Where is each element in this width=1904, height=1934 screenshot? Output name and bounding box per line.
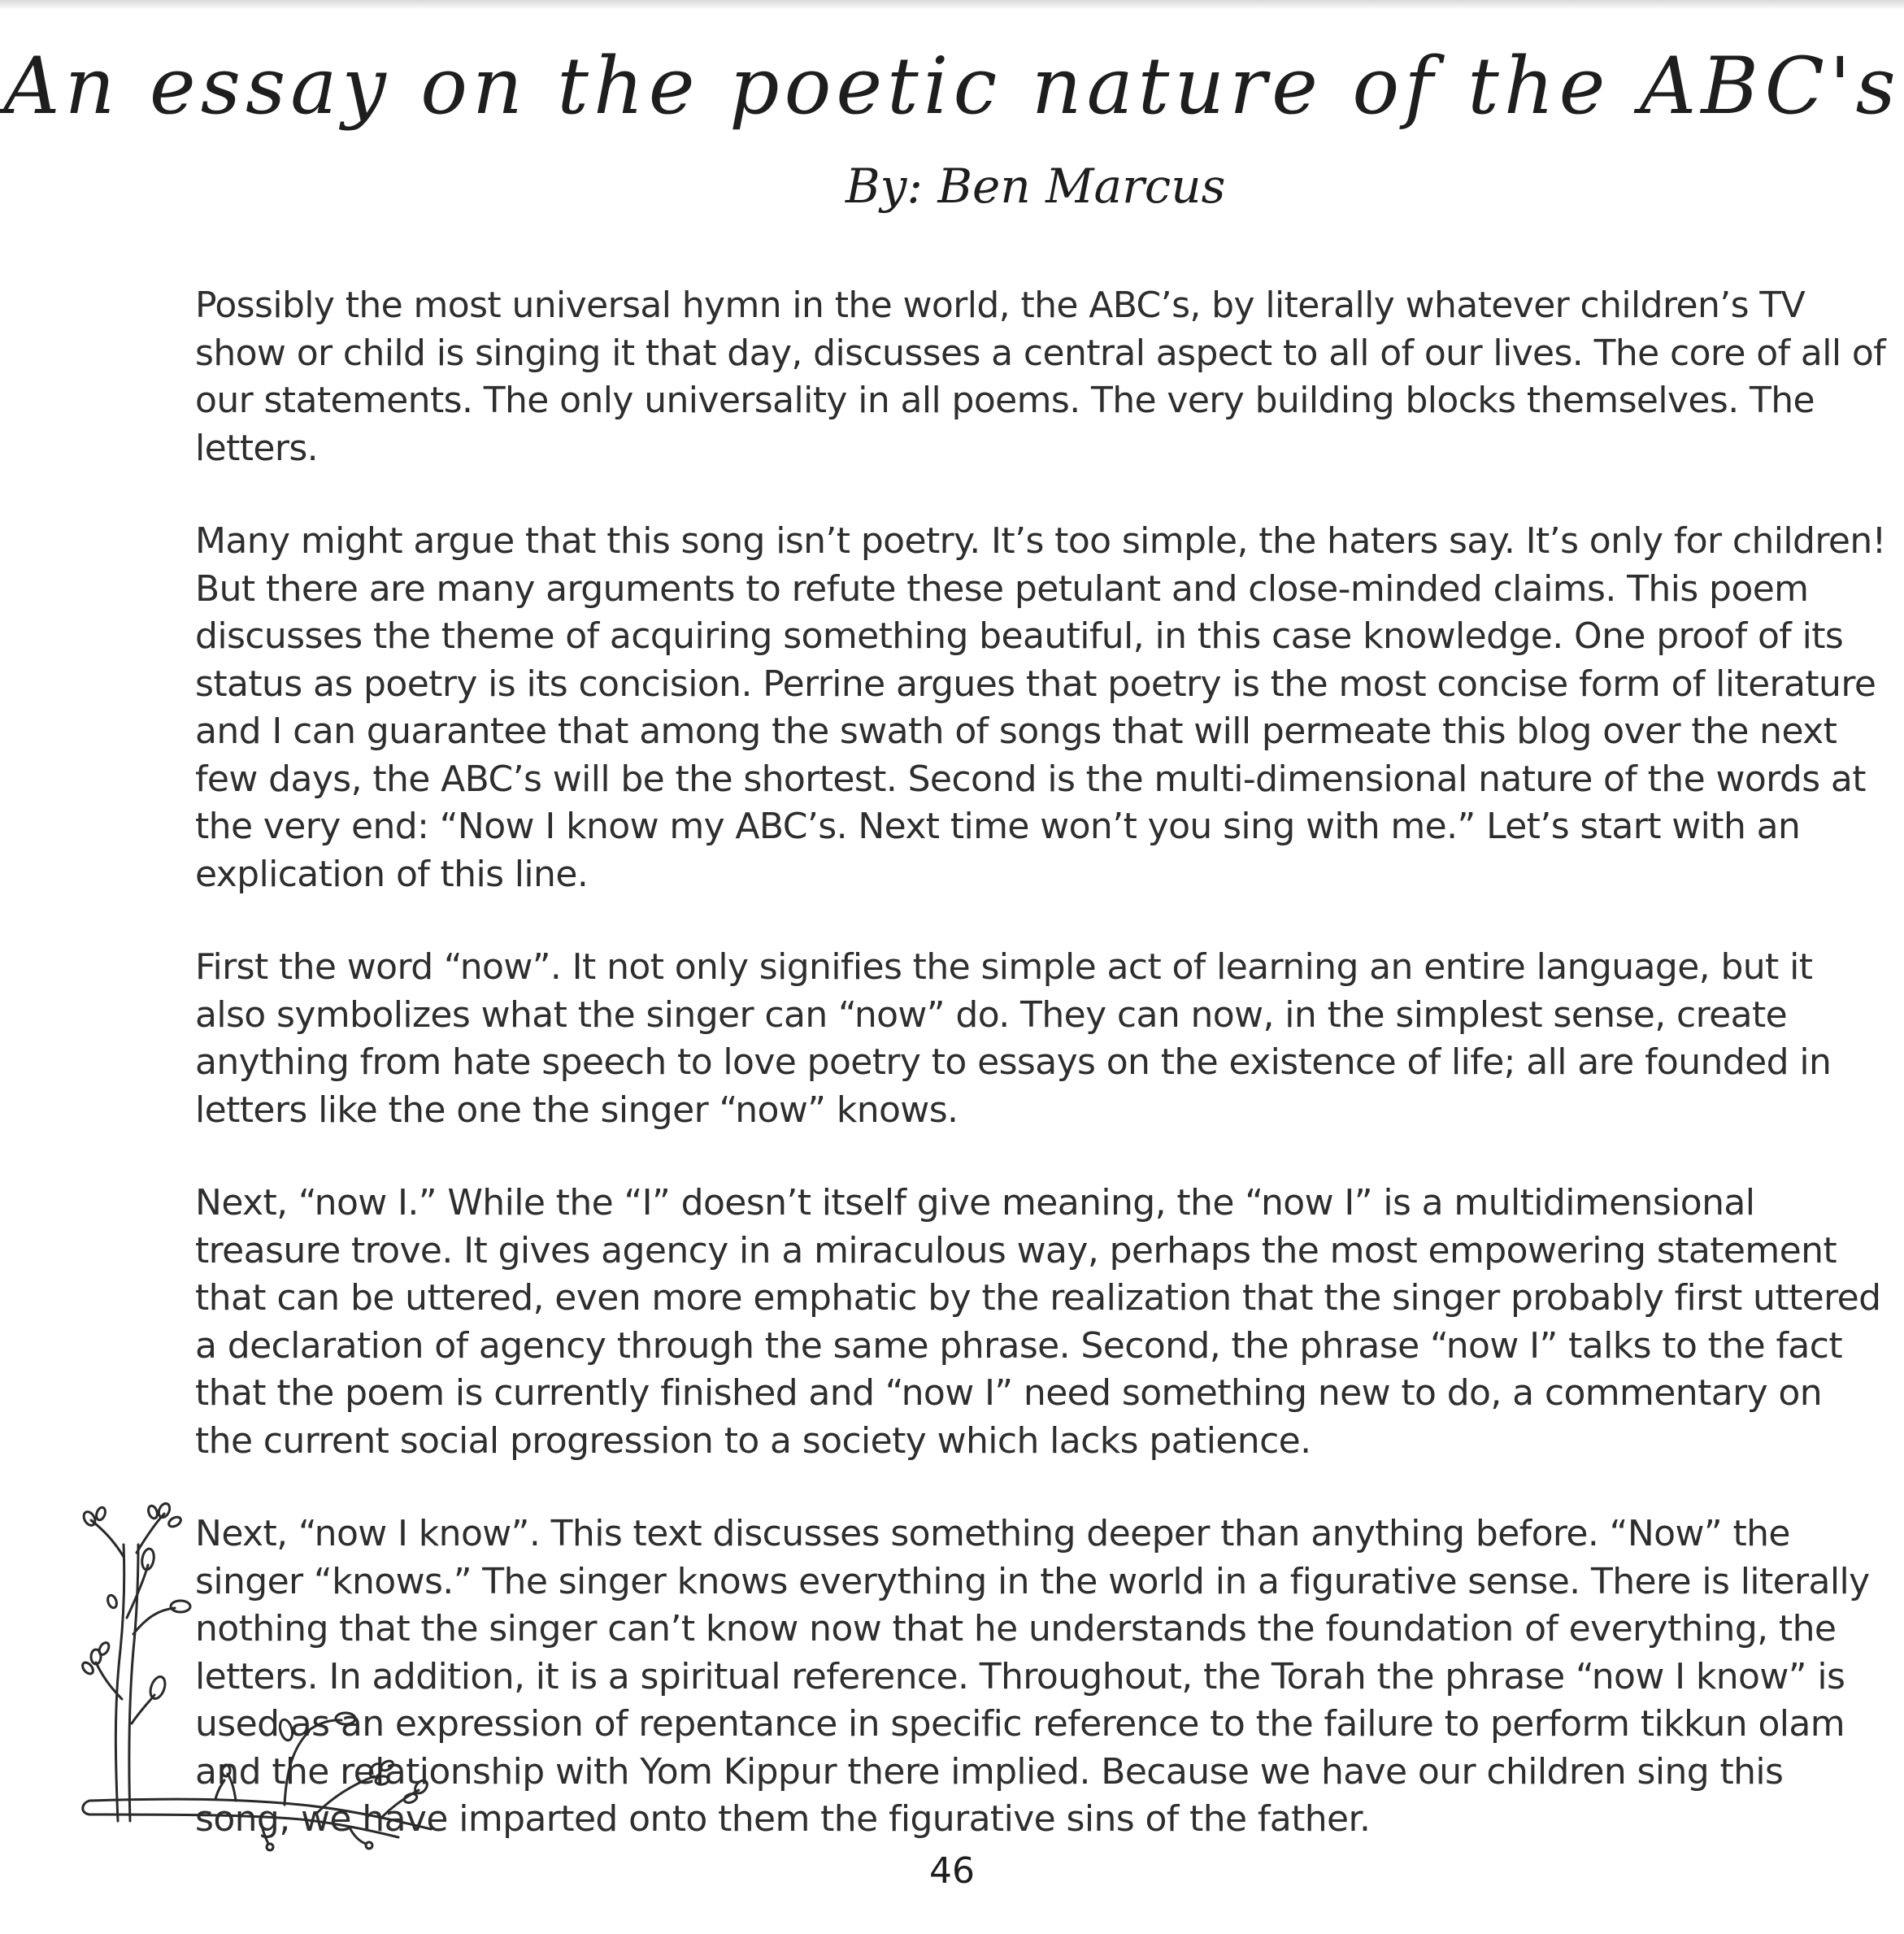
paragraph-5: Next, “now I know”. This text discusses something deeper than anything before. “Now” the singer “knows.” The singer knows everything in the world in a figurative sense. There is literally nothing that the singer can’t know now that he understands the foundation of everything, the letters. In addition, it is a spiritual reference. Throughout, the Torah the phrase “now I know” is used as an expression of repentance in specific reference to the failure to perform tikkun olam and the relationship with Yom Kippur there implied. Because we have our children sing this song, we have imparted onto them the figurative sins of the father. [195,1513,1870,1840]
paragraph-4: Next, “now I.” While the “I” doesn’t itself give meaning, the “now I” is a multidimensional treasure trove. It gives agency in a miraculous way, perhaps the most empowering statement that can be uttered, even more emphatic by the realization that the singer probably first uttered a declaration of agency through the same phrase. Second, the phrase “now I” talks to the fact that the poem is currently finished and “now I” need something new to do, a commentary on the current social progression to a society which lacks patience. [195,1182,1881,1462]
scan-top-edge [0,0,1904,10]
paragraph-1: Possibly the most universal hymn in the world, the ABC’s, by literally whatever children’s TV show or child is singing it that day, discusses a central aspect to all of our lives. The core of all of our statements. The only universality in all poems. The very building blocks themselves. The letters. [195,285,1886,469]
author-byline: By: Ben Marcus [845,159,1226,214]
paragraph-2: Many might argue that this song isn’t poetry. It’s too simple, the haters say. It’s only for children! But there are many arguments to refute these petulant and close-minded claims. This poem discusses the theme of acquiring something beautiful, in this case knowledge. One proof of its status as poetry is its concision. Perrine argues that poetry is the most concise form of literature and I can guarantee that among the swath of songs that will permeate this blog over the next few days, the ABC’s will be the shortest. Second is the multi-dimensional nature of the words at the very end: “Now I know my ABC’s. Next time won’t you sing with me.” Let’s start with an explication of this line. [195,520,1886,895]
essay-body [195,282,1888,1889]
paragraph-3: First the word “now”. It not only signifies the simple act of learning an entire language, but it also symbolizes what the singer can “now” do. They can now, in the simplest sense, create anything from hate speech to love poetry to essays on the existence of life; all are founded in letters like the one the singer “now” knows. [195,946,1832,1131]
essay-title: An essay on the poetic nature of the ABC's [3,41,1901,132]
page-number: 46 [929,1850,975,1892]
branch-illustration-icon [73,1496,447,1854]
